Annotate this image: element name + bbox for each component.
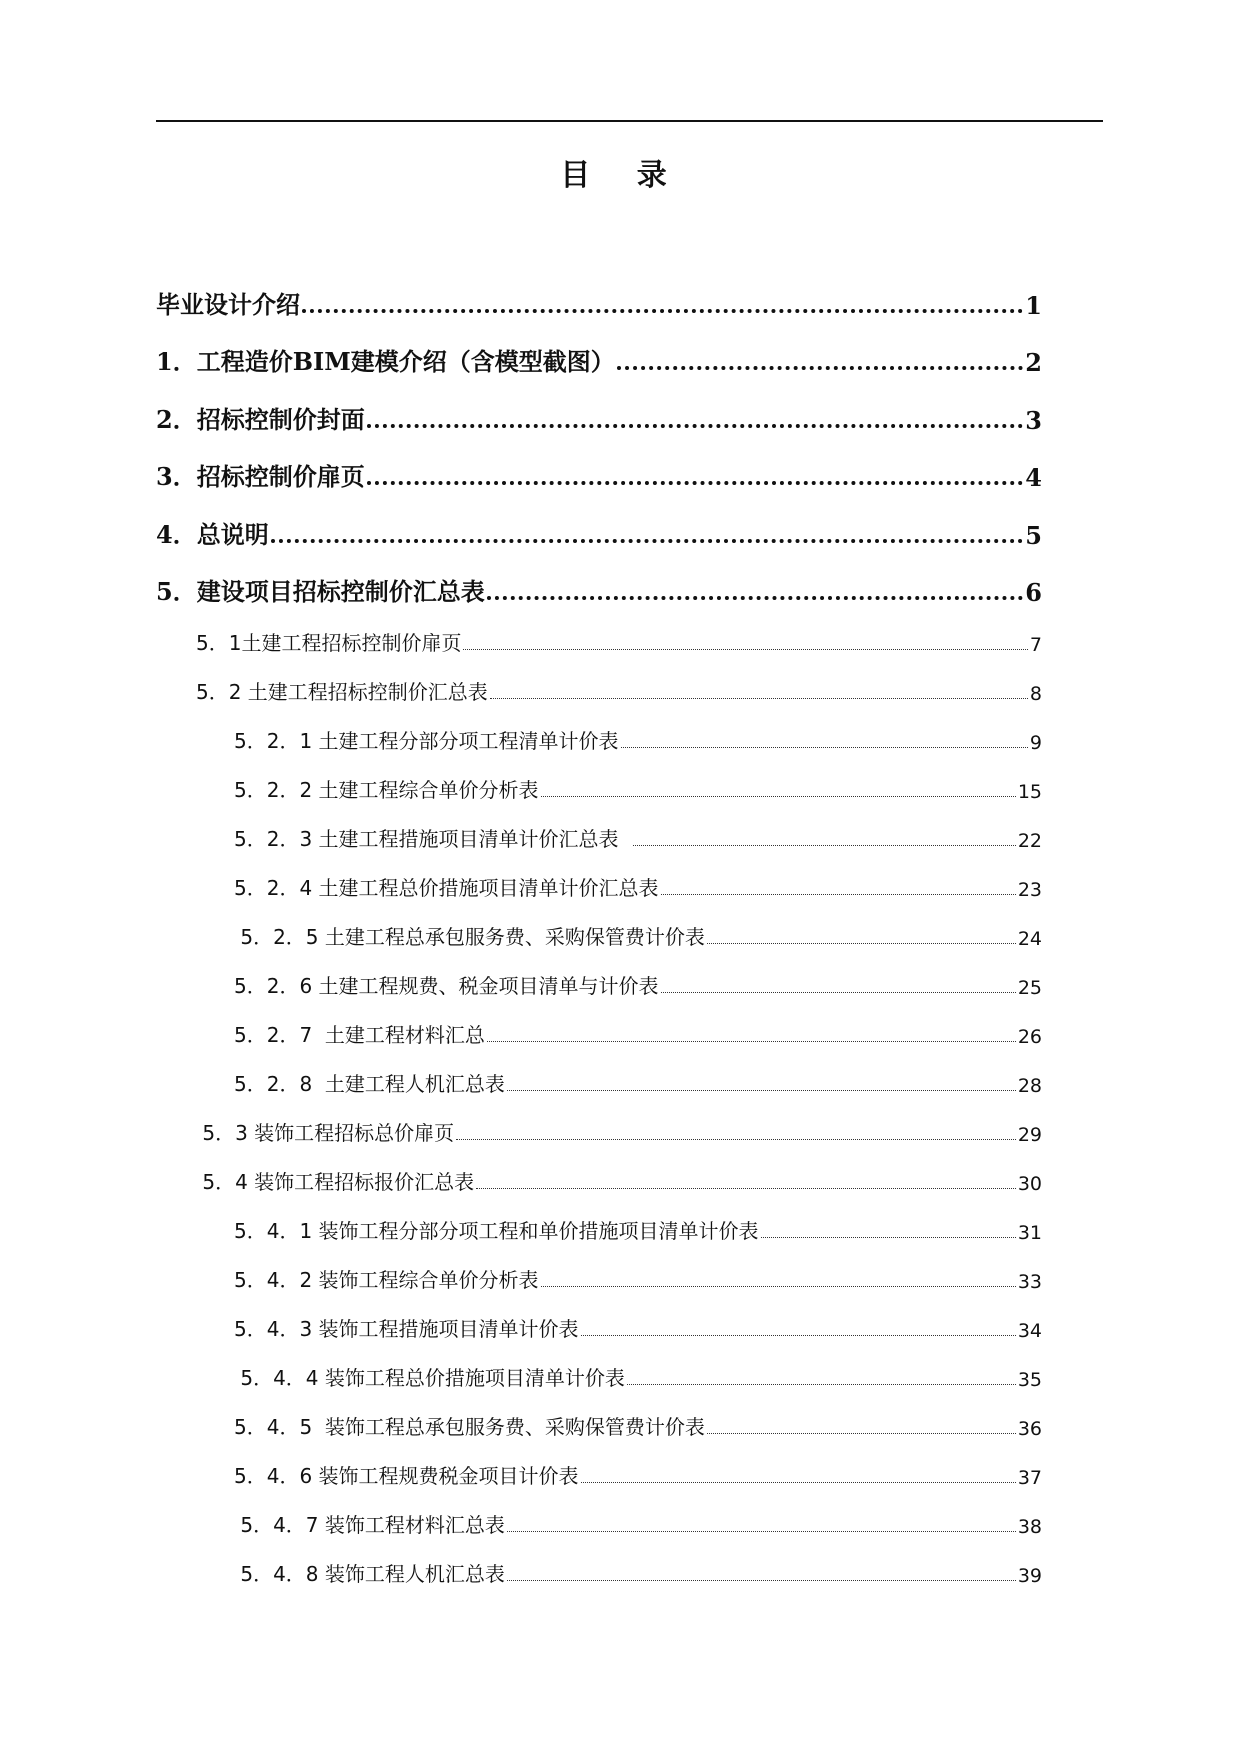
toc-entry-label: 5．2．6 土建工程规费、税金项目清单与计价表 [234, 974, 659, 998]
toc-entry-label: 5．4．1 装饰工程分部分项工程和单价措施项目清单计价表 [234, 1219, 759, 1243]
toc-entry[interactable] [156, 377, 1042, 435]
toc-entry[interactable] [156, 1538, 1042, 1587]
toc-entry-label: 2．招标控制价封面 [156, 404, 365, 434]
toc-entry-page: 29 [1017, 1124, 1042, 1146]
toc-entry-page: 6 [1025, 578, 1042, 607]
toc-entry[interactable] [156, 1244, 1042, 1293]
toc-entry[interactable] [156, 901, 1042, 950]
dot-leader [271, 539, 1024, 543]
dot-leader [367, 481, 1024, 485]
toc-entry-label: 5．4．8 装饰工程人机汇总表 [234, 1562, 505, 1586]
toc-entry-label: 5．2．2 土建工程综合单价分析表 [234, 778, 539, 802]
toc-entry[interactable] [156, 803, 1042, 852]
dot-leader [507, 1531, 1016, 1532]
dot-leader [581, 1335, 1016, 1336]
dot-leader [476, 1188, 1016, 1189]
toc-entry-label: 1．工程造价BIM建模介绍（含模型截图） [156, 347, 615, 376]
toc-entry-label: 5．3 装饰工程招标总价扉页 [196, 1121, 455, 1145]
dot-leader [707, 1433, 1016, 1434]
dot-leader [487, 1041, 1016, 1042]
toc-entry-label: 4．总说明 [156, 519, 269, 549]
toc-entry-page: 7 [1029, 634, 1042, 656]
toc-entry[interactable] [156, 492, 1042, 550]
toc-entry-page: 35 [1017, 1369, 1042, 1391]
toc-entry-page: 9 [1029, 732, 1042, 754]
toc-entry-page: 2 [1025, 348, 1042, 377]
toc-entry-page: 15 [1017, 781, 1042, 803]
toc-entry-label: 5．建设项目招标控制价汇总表 [156, 577, 485, 606]
dot-leader [633, 845, 1016, 846]
toc-entry-label: 5．4．7 装饰工程材料汇总表 [234, 1513, 505, 1537]
toc-entry[interactable] [156, 1195, 1042, 1244]
toc-entry-page: 24 [1017, 928, 1042, 950]
toc-entry[interactable] [156, 1048, 1042, 1097]
toc-entry-label: 5．2．7 土建工程材料汇总 [234, 1023, 485, 1047]
toc-entry-page: 38 [1017, 1516, 1042, 1538]
toc-entry-page: 3 [1025, 405, 1042, 435]
toc-entry-label: 5．4．6 装饰工程规费税金项目计价表 [234, 1464, 579, 1488]
toc-entry-label: 5．4．2 装饰工程综合单价分析表 [234, 1268, 539, 1292]
dot-leader [627, 1384, 1016, 1385]
toc-entry[interactable] [156, 1440, 1042, 1489]
dot-leader [707, 943, 1016, 944]
toc-entry-label: 毕业设计介绍 [156, 289, 300, 319]
toc-entry[interactable] [156, 1342, 1042, 1391]
toc-entry-label: 3．招标控制价扉页 [156, 462, 365, 491]
toc-entry[interactable] [156, 1391, 1042, 1440]
dot-leader [490, 698, 1028, 699]
toc-entry[interactable] [156, 1293, 1042, 1342]
toc-entry-page: 26 [1017, 1026, 1042, 1048]
dot-leader [302, 309, 1023, 313]
toc-entry[interactable] [156, 607, 1042, 656]
dot-leader [761, 1237, 1016, 1238]
toc-entry-label: 5．1土建工程招标控制价扉页 [196, 631, 462, 655]
toc-entry[interactable] [156, 1489, 1042, 1538]
toc-entry[interactable] [156, 320, 1042, 378]
toc-entry-page: 23 [1017, 879, 1042, 901]
toc-entry-page: 8 [1029, 683, 1042, 705]
dot-leader [541, 796, 1016, 797]
dot-leader [367, 424, 1024, 428]
toc-entry-page: 30 [1017, 1173, 1042, 1195]
toc-entry-page: 33 [1017, 1271, 1042, 1293]
dot-leader [621, 747, 1028, 748]
toc-entry-label: 5．4．3 装饰工程措施项目清单计价表 [234, 1317, 579, 1341]
toc-entry-page: 36 [1017, 1418, 1042, 1440]
toc-entry[interactable] [156, 435, 1042, 493]
dot-leader [541, 1286, 1016, 1287]
toc-entry-label: 5．4．4 装饰工程总价措施项目清单计价表 [234, 1366, 625, 1390]
dot-leader [507, 1580, 1016, 1581]
toc-entry[interactable] [156, 1146, 1042, 1195]
table-of-contents [156, 262, 1042, 1587]
toc-entry[interactable] [156, 852, 1042, 901]
toc-entry[interactable] [156, 1097, 1042, 1146]
toc-entry-page: 28 [1017, 1075, 1042, 1097]
toc-entry-page: 31 [1017, 1222, 1042, 1244]
dot-leader [581, 1482, 1016, 1483]
toc-entry-label: 5．2．3 土建工程措施项目清单计价汇总表 [234, 827, 632, 851]
toc-entry-page: 34 [1017, 1320, 1042, 1342]
toc-entry-label: 5．2．1 土建工程分部分项工程清单计价表 [234, 729, 619, 753]
toc-entry[interactable] [156, 754, 1042, 803]
toc-entry-label: 5．2 土建工程招标控制价汇总表 [196, 680, 488, 704]
toc-entry[interactable] [156, 950, 1042, 999]
toc-entry-label: 5．4．5 装饰工程总承包服务费、采购保管费计价表 [234, 1415, 705, 1439]
toc-entry-label: 5．2．5 土建工程总承包服务费、采购保管费计价表 [234, 925, 705, 949]
toc-entry-label: 5．2．4 土建工程总价措施项目清单计价汇总表 [234, 876, 659, 900]
dot-leader [617, 366, 1024, 370]
toc-entry-page: 4 [1025, 463, 1042, 492]
toc-entry-page: 25 [1017, 977, 1042, 999]
dot-leader [487, 596, 1024, 600]
toc-entry[interactable] [156, 262, 1042, 320]
toc-entry-label: 5．2．8 土建工程人机汇总表 [234, 1072, 505, 1096]
dot-leader [661, 992, 1016, 993]
page-title: 目 录 [560, 158, 685, 193]
toc-entry[interactable] [156, 656, 1042, 705]
dot-leader [507, 1090, 1016, 1091]
toc-entry-page: 37 [1017, 1467, 1042, 1489]
toc-entry-page: 1 [1025, 290, 1042, 320]
dot-leader [661, 894, 1016, 895]
toc-entry-page: 39 [1017, 1565, 1042, 1587]
dot-leader [456, 1139, 1016, 1140]
toc-entry[interactable] [156, 999, 1042, 1048]
toc-entry-page: 5 [1025, 520, 1042, 550]
header-rule [156, 120, 1103, 122]
toc-entry-page: 22 [1017, 830, 1042, 852]
toc-entry-label: 5．4 装饰工程招标报价汇总表 [196, 1170, 475, 1194]
toc-entry[interactable] [156, 705, 1042, 754]
dot-leader [463, 649, 1027, 650]
toc-entry[interactable] [156, 550, 1042, 608]
